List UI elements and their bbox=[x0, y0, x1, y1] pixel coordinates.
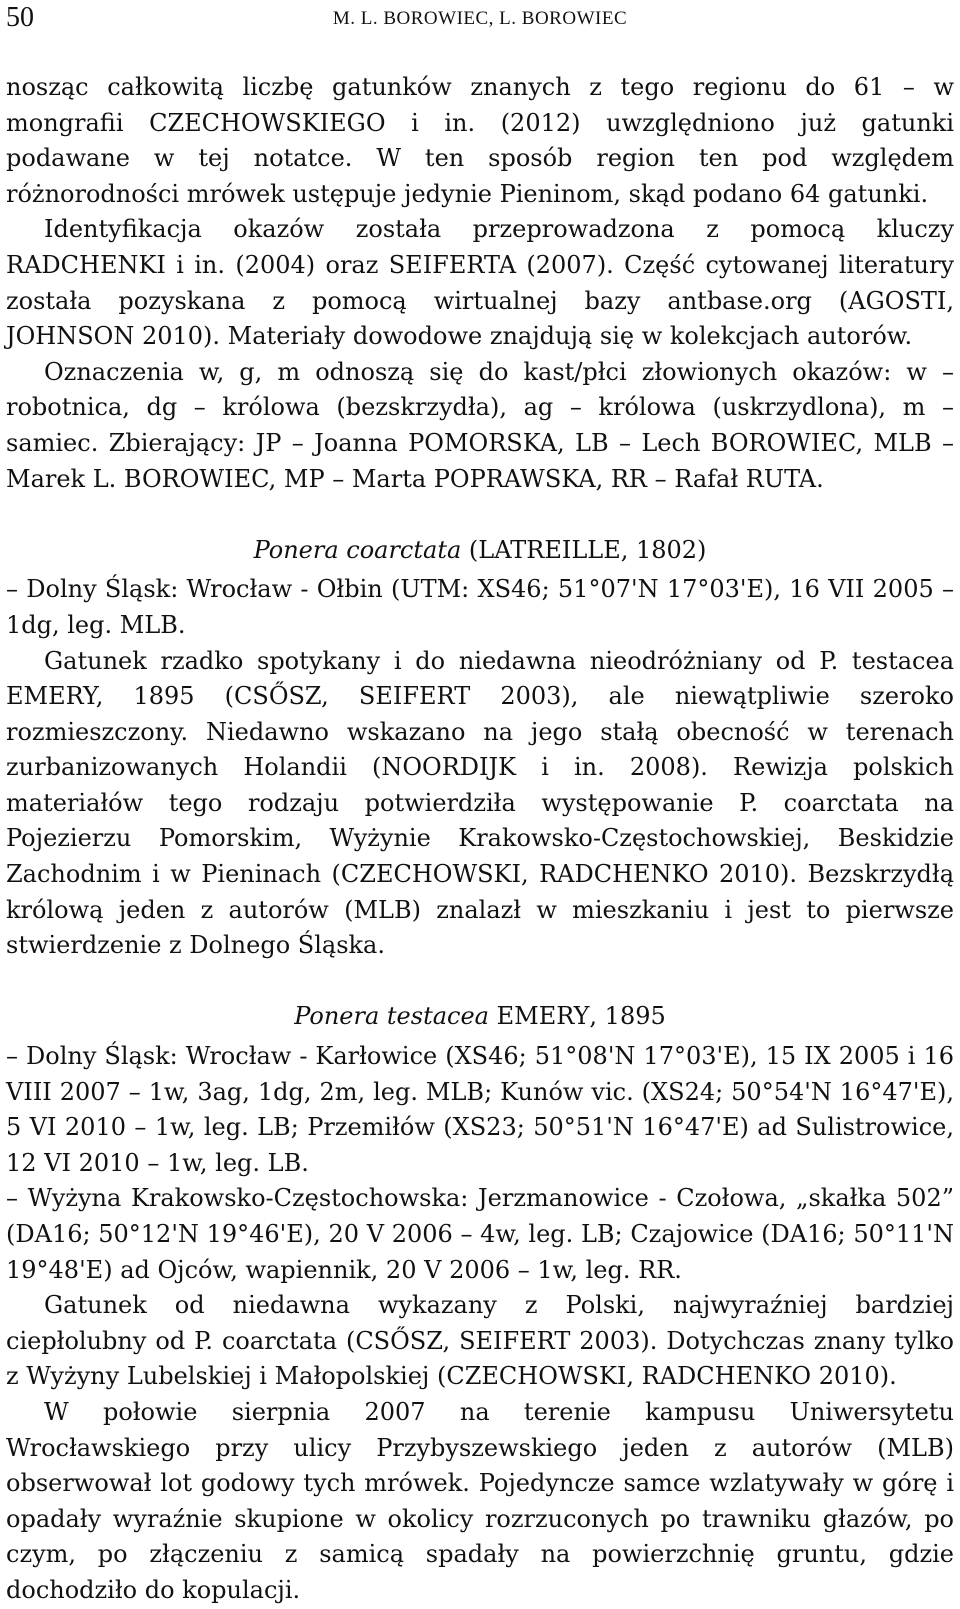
note-coarctata: Gatunek rzadko spotykany i do niedawna nieodróżniany od P. testacea EMERY, 1895 (CSŐSZ, SEIFERT 2003), ale niewątpliwie szeroko rozmieszczony. Niedawno wskazano na jego stałą obecność w terenach zurbanizowanych Holandii (NOORDIJK i in. 2008). Rewizja polskich materiałów tego rodzaju potwierdziła występowanie P. coarctata na Pojezierzu Pomorskim, Wyżynie Krakowsko-Częstochowskiej, Beskidzie Zachodnim i w Pieninach (CZECHOWSKI, RADCHENKO 2010). Bezskrzydłą królową jeden z autorów (MLB) znalazł w mieszkaniu i jest to pierwsze stwierdzenie z Dolnego Śląska. bbox=[6, 646, 954, 960]
intro-paragraph-3: Oznaczenia w, g, m odnoszą się do kast/płci złowionych okazów: w – robotnica, dg – królowa (bezskrzydła), ag – królowa (uskrzydlona), m – samiec. Zbierający: JP – Joanna POMORSKA, LB – Lech BOROWIEC, MLB – Marek L. BOROWIEC, MP – Marta POPRAWSKA, RR – Rafał RUTA. bbox=[6, 357, 954, 493]
species-name: Ponera coarctata bbox=[253, 535, 462, 564]
species-author: LATREILLE bbox=[478, 535, 621, 564]
species-heading-coarctata: Ponera coarctata (LATREILLE, 1802) bbox=[253, 535, 707, 564]
running-title: M. L. BOROWIEC, L. BOROWIEC bbox=[332, 8, 628, 29]
page-number: 50 bbox=[6, 2, 34, 33]
note-testacea-2: W połowie sierpnia 2007 na terenie kampusu Uniwersytetu Wrocławskiego przy ulicy Przybyszewskiego jeden z autorów (MLB) obserwował lot godowy tych mrówek. Pojedyncze samce wzlatywały w górę i opadały wyraźnie skupione w okolicy rozrzuconych po trawniku głazów, po czym, po złączeniu z samicą spadały na powierzchnię gruntu, gdzie dochodziło do kopulacji. bbox=[6, 1397, 954, 1604]
page-header bbox=[6, 2, 954, 42]
species-year: , 1895 bbox=[589, 1002, 666, 1031]
record-testacea-2: – Wyżyna Krakowsko-Częstochowska: Jerzmanowice - Czołowa, „skałka 502” (DA16; 50°12'N 19°46'E), 20 V 2006 – 4w, leg. LB; Czajowice (DA16; 50°11'N 19°48'E) ad Ojców, wapiennik, 20 V 2006 – 1w, leg. RR. bbox=[6, 1184, 954, 1284]
species-author: EMERY bbox=[496, 1002, 590, 1031]
article-body bbox=[6, 70, 954, 1609]
species-year: , 1802) bbox=[620, 535, 707, 564]
intro-paragraph-2: Identyfikacja okazów została przeprowadzona z pomocą kluczy RADCHENKI i in. (2004) oraz SEIFERTA (2007). Część cytowanej literatury została pozyskana z pomocą wirtualnej bazy antbase.org (AGOSTI, JOHNSON 2010). Materiały dowodowe znajdują się w kolekcjach autorów. bbox=[6, 215, 954, 351]
record-testacea-1: – Dolny Śląsk: Wrocław - Karłowice (XS46; 51°08'N 17°03'E), 15 IX 2005 i 16 VIII 2007 – 1w, 3ag, 1dg, 2m, leg. MLB; Kunów vic. (XS24; 50°54'N 16°47'E), 5 VI 2010 – 1w, leg. LB; Przemiłów (XS23; 50°51'N 16°47'E) ad Sulistrowice, 12 VI 2010 – 1w, leg. LB. bbox=[6, 1042, 954, 1177]
note-testacea-1: Gatunek od niedawna wykazany z Polski, najwyraźniej bardziej ciepłolubny od P. coarctata (CSŐSZ, SEIFERT 2003). Dotychczas znany tylko z Wyżyny Lubelskiej i Małopolskiej (CZECHOWSKI, RADCHENKO 2010). bbox=[6, 1291, 954, 1391]
intro-paragraph-1: nosząc całkowitą liczbę gatunków znanych z tego regionu do 61 – w mongrafii CZECHOWSKIEGO i in. (2012) uwzględniono już gatunki podawane w tej notatce. W ten sposób region ten pod względem różnorodności mrówek ustępuje jedynie Pieninom, skąd podano 64 gatunki. bbox=[6, 73, 954, 208]
species-heading-testacea bbox=[6, 999, 954, 1035]
record-coarctata: – Dolny Śląsk: Wrocław - Ołbin (UTM: XS46; 51°07'N 17°03'E), 16 VII 2005 – 1dg, leg. MLB. bbox=[6, 575, 954, 639]
species-name: Ponera testacea bbox=[294, 1002, 489, 1031]
